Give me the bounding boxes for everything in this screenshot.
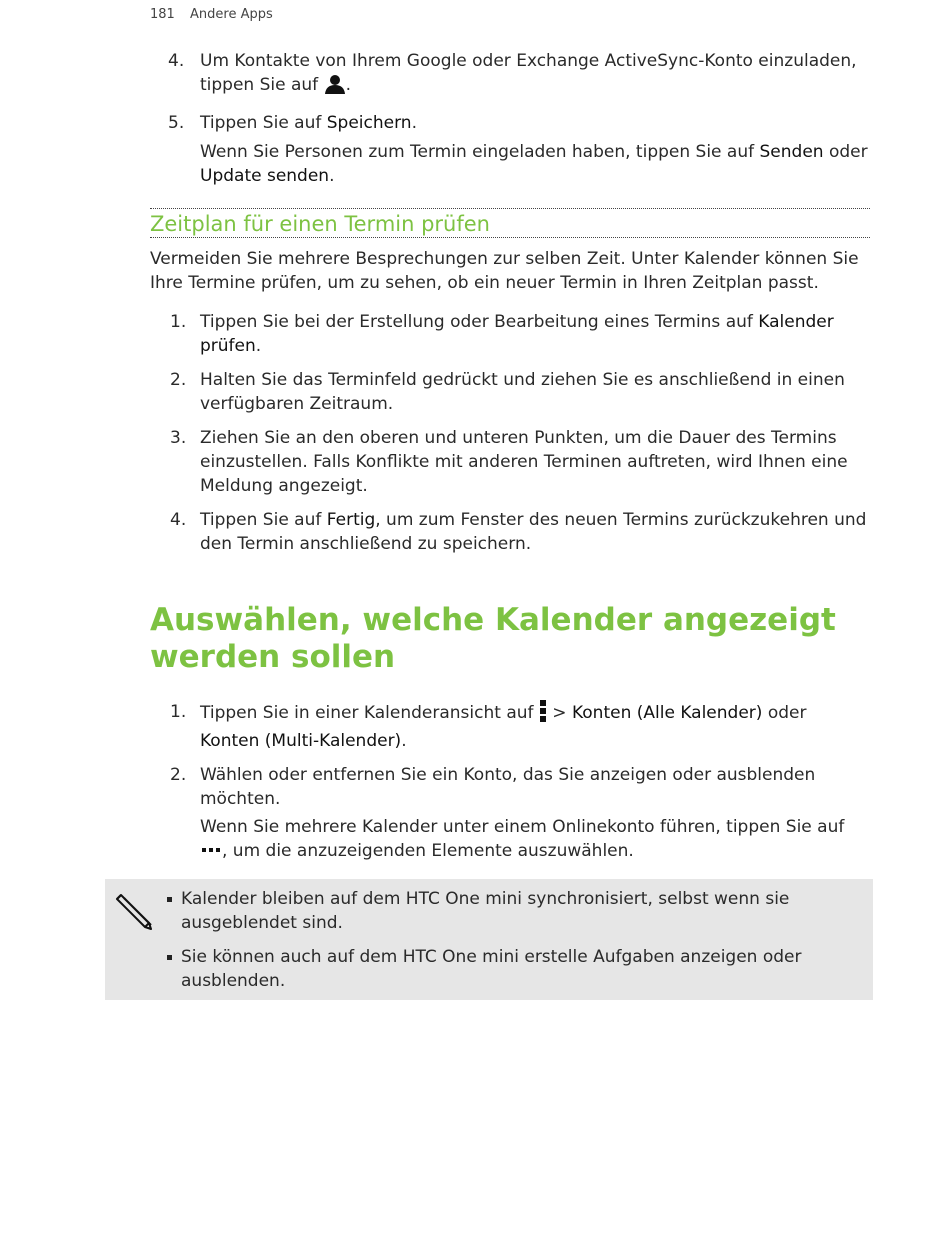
step-text-end: , um zum Fenster des neuen Termins zurückzukehren und den Termin anschließend zu speichern. bbox=[200, 510, 867, 554]
menu-more-vertical-icon bbox=[539, 700, 547, 729]
section-name: Andere Apps bbox=[190, 7, 273, 22]
ui-term: Konten (Multi-Kalender) bbox=[200, 731, 402, 751]
step-text: oder bbox=[762, 703, 807, 723]
step-text: Ziehen Sie an den oberen und unteren Punkten, um die Dauer des Termins einzustellen. Falls Konflikte mit anderen Terminen auftreten, wird Ihnen eine Meldung angezeigt. bbox=[200, 428, 848, 496]
step-number: 2. bbox=[170, 370, 187, 390]
step-number: 3. bbox=[170, 428, 187, 448]
schedule-steps-list bbox=[150, 310, 870, 566]
step-number: 1. bbox=[170, 702, 187, 722]
list-item bbox=[150, 368, 870, 416]
note-text: oder bbox=[823, 142, 868, 162]
running-header bbox=[150, 7, 273, 22]
list-item bbox=[150, 763, 870, 811]
step-text: Tippen Sie auf bbox=[200, 510, 327, 530]
section-rule-top bbox=[150, 208, 870, 209]
step-text: > bbox=[546, 703, 572, 723]
list-item bbox=[150, 700, 870, 753]
ui-term: Konten (Alle Kalender) bbox=[571, 703, 763, 723]
list-item bbox=[150, 49, 870, 101]
ui-term: Fertig bbox=[326, 510, 376, 530]
calendar-steps-list bbox=[150, 700, 870, 821]
page-number: 181 bbox=[150, 7, 175, 22]
note-text: . bbox=[329, 166, 335, 186]
tip-text: Kalender bleiben auf dem HTC One mini synchronisiert, selbst wenn sie ausgeblendet sind. bbox=[181, 889, 790, 933]
step-text-end: . bbox=[345, 75, 351, 95]
list-item bbox=[150, 426, 870, 498]
section-heading: Zeitplan für einen Termin prüfen bbox=[150, 212, 490, 236]
note-text: Wenn Sie mehrere Kalender unter einem Onlinekonto führen, tippen Sie auf bbox=[200, 817, 845, 837]
tip-text: Sie können auch auf dem HTC One mini erstelle Aufgaben anzeigen oder ausblenden. bbox=[181, 947, 802, 991]
ui-term: Senden bbox=[759, 142, 824, 162]
after-save-note bbox=[200, 140, 870, 188]
list-item bbox=[150, 310, 870, 358]
person-icon bbox=[324, 74, 346, 101]
section-intro: Vermeiden Sie mehrere Besprechungen zur selben Zeit. Unter Kalender können Sie Ihre Termine prüfen, um zu sehen, ob ein neuer Termin in Ihren Zeitplan passt. bbox=[150, 249, 859, 293]
step-text-end: . bbox=[411, 113, 417, 133]
step-number: 4. bbox=[170, 510, 187, 530]
step-number: 2. bbox=[170, 765, 187, 785]
step-text: Um Kontakte von Ihrem Google oder Exchange ActiveSync-Konto einzuladen, tippen Sie auf bbox=[200, 51, 857, 95]
ui-term: Update senden bbox=[200, 166, 330, 186]
ui-term: Speichern bbox=[326, 113, 412, 133]
chapter-heading: Auswählen, welche Kalender angezeigt werden sollen bbox=[150, 602, 836, 675]
tip-item bbox=[165, 887, 855, 935]
bullet bbox=[167, 955, 172, 960]
tip-item bbox=[165, 945, 855, 993]
step-text-end: . bbox=[401, 731, 407, 751]
step-text: Tippen Sie auf bbox=[200, 113, 327, 133]
note-text: Wenn Sie Personen zum Termin eingeladen haben, tippen Sie auf bbox=[200, 142, 760, 162]
pencil-icon bbox=[115, 891, 155, 935]
more-horizontal-icon bbox=[200, 843, 222, 867]
invite-steps-list bbox=[150, 49, 870, 145]
step-text: Halten Sie das Terminfeld gedrückt und ziehen Sie es anschließend in einen verfügbaren Zeitraum. bbox=[200, 370, 845, 414]
ui-term: Kalender prüfen bbox=[200, 312, 834, 356]
section-rule-bottom bbox=[150, 237, 870, 238]
list-item bbox=[150, 111, 870, 135]
step-number: 5. bbox=[168, 113, 185, 133]
tip-box bbox=[105, 879, 873, 1000]
note-text: , um die anzuzeigenden Elemente auszuwählen. bbox=[222, 841, 634, 861]
tip-list bbox=[165, 887, 855, 1003]
step-text: Tippen Sie in einer Kalenderansicht auf bbox=[200, 703, 539, 723]
step-text-end: . bbox=[255, 336, 262, 356]
bullet bbox=[167, 897, 172, 902]
list-item bbox=[150, 508, 870, 556]
step-number: 1. bbox=[170, 312, 187, 332]
multi-calendar-note bbox=[200, 815, 870, 867]
step-number: 4. bbox=[168, 51, 185, 71]
step-text: Wählen oder entfernen Sie ein Konto, das Sie anzeigen oder ausblenden möchten. bbox=[200, 765, 816, 809]
step-text: Tippen Sie bei der Erstellung oder Bearbeitung eines Termins auf bbox=[200, 312, 759, 332]
